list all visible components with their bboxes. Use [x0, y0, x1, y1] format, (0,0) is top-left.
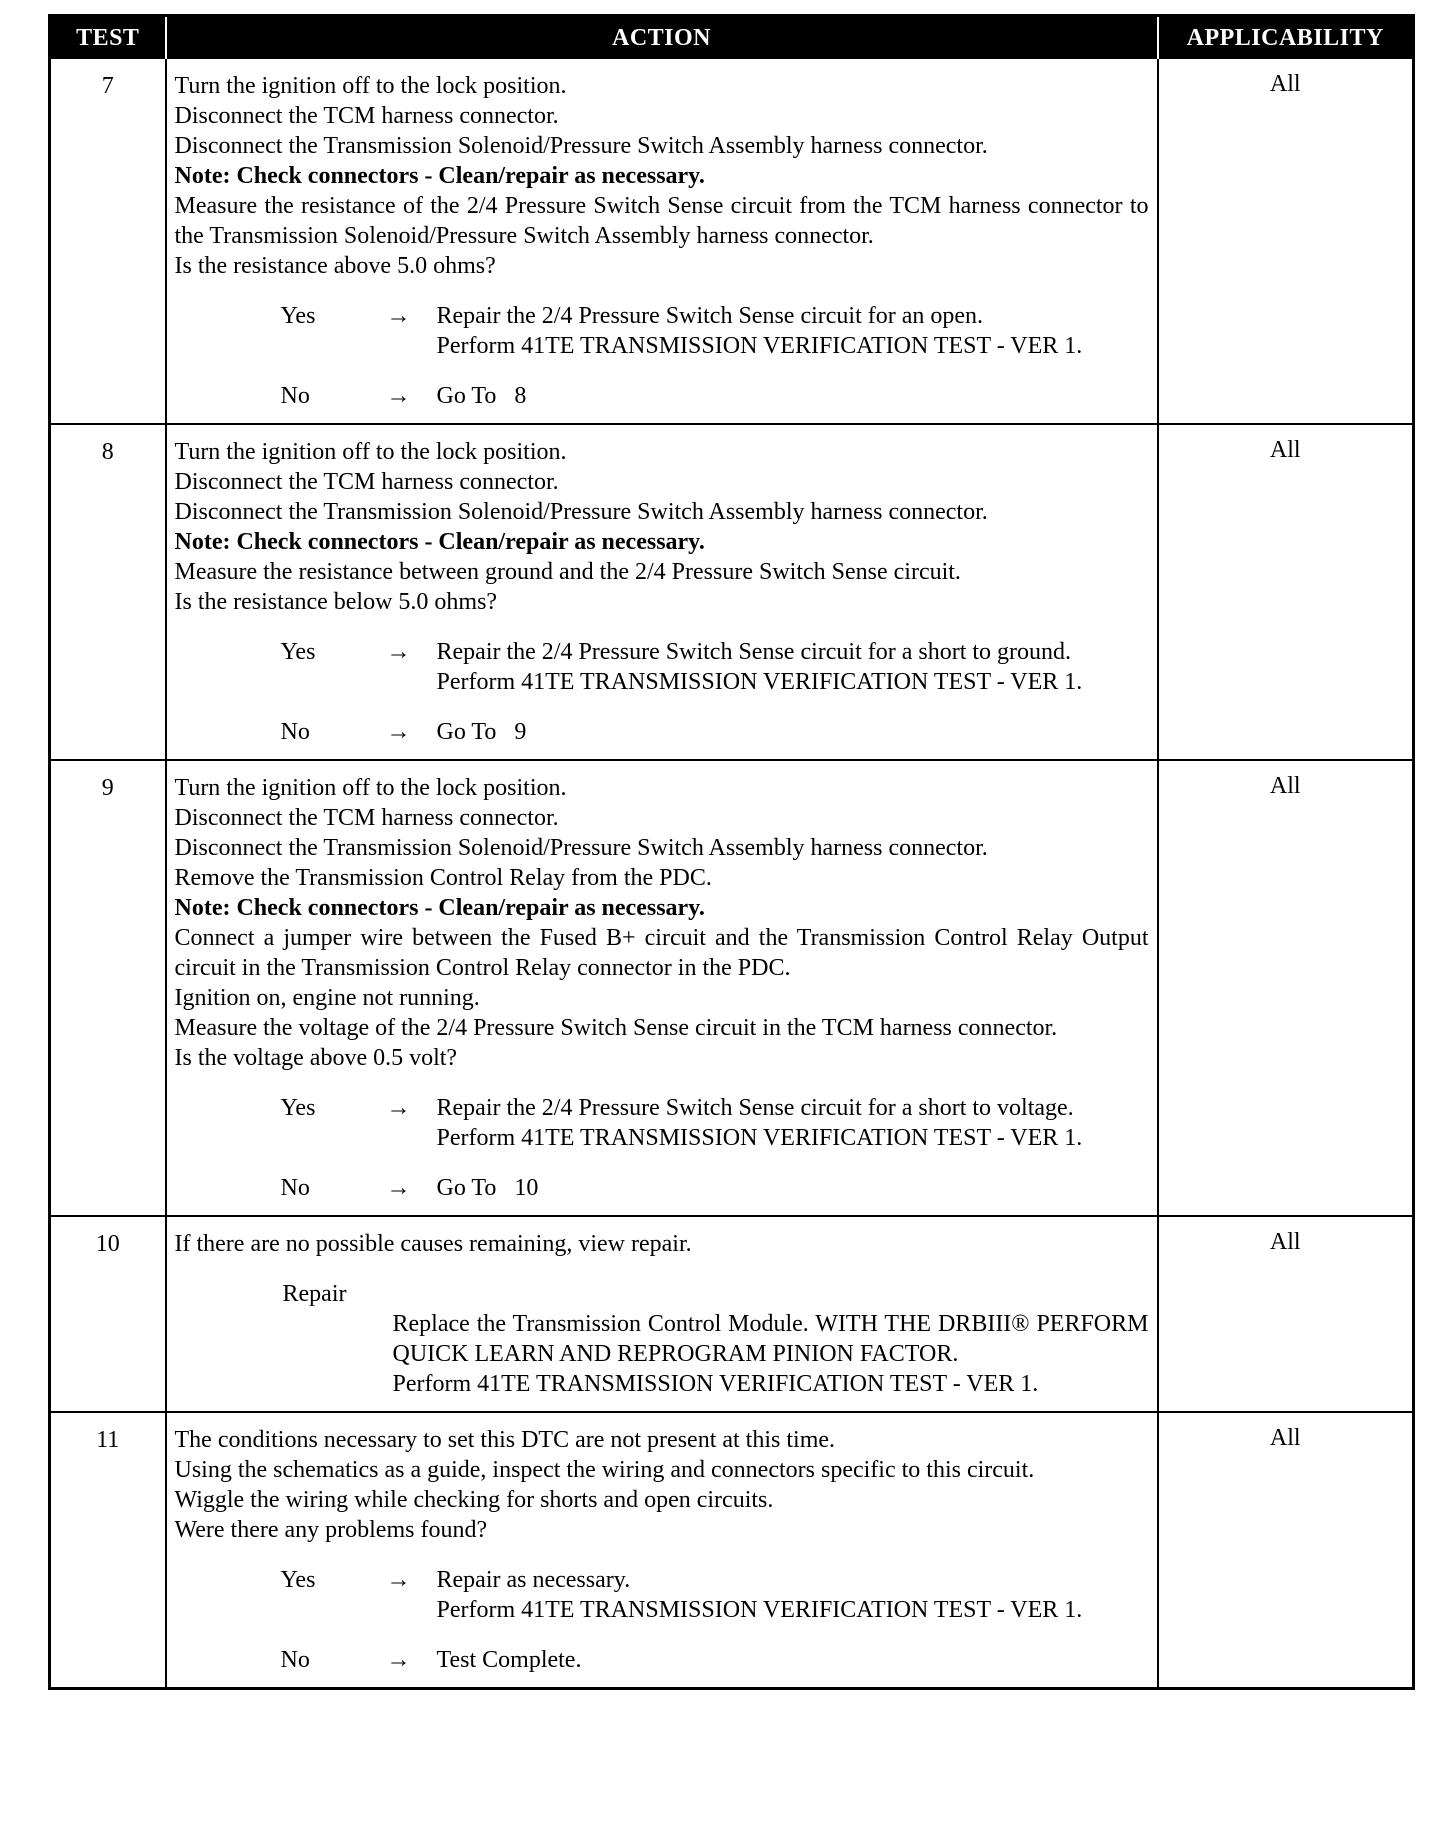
yes-response	[281, 301, 1149, 361]
test-row-7	[50, 58, 1414, 424]
repair-label: Repair	[282, 1281, 347, 1307]
header-action: ACTION	[166, 16, 1158, 59]
arrow-icon: →	[386, 1647, 411, 1673]
yes-label: Yes	[280, 303, 316, 329]
response-text: Test Complete.	[436, 1647, 582, 1673]
yes-response	[281, 1565, 1149, 1625]
response-text: Perform 41TE TRANSMISSION VERIFICATION TEST - VER 1.	[392, 1371, 1039, 1397]
test-applicability: All	[1158, 1412, 1414, 1689]
no-label: No	[280, 719, 310, 745]
response-text: Replace the Transmission Control Module. WITH THE DRBIII® PERFORM QUICK LEARN AND REPROGRAM PINION FACTOR.	[392, 1311, 1149, 1367]
test-number: 8	[50, 424, 166, 760]
response-text: Repair the 2/4 Pressure Switch Sense circuit for an open.	[436, 303, 984, 329]
response-text: Perform 41TE TRANSMISSION VERIFICATION TEST - VER 1.	[436, 669, 1083, 695]
action-step: Disconnect the TCM harness connector.	[174, 103, 559, 129]
no-response	[281, 1173, 1149, 1203]
response-text: Go To 10	[436, 1175, 539, 1201]
test-action	[166, 58, 1158, 424]
test-action	[166, 1216, 1158, 1412]
response-text: Perform 41TE TRANSMISSION VERIFICATION TEST - VER 1.	[436, 1597, 1083, 1623]
test-number: 10	[50, 1216, 166, 1412]
action-note: Note: Check connectors - Clean/repair as necessary.	[174, 163, 705, 189]
response-text: Perform 41TE TRANSMISSION VERIFICATION TEST - VER 1.	[436, 1125, 1083, 1151]
no-response	[281, 1645, 1149, 1675]
arrow-icon: →	[386, 1567, 411, 1593]
response-text: Repair the 2/4 Pressure Switch Sense circuit for a short to ground.	[436, 639, 1072, 665]
arrow-icon: →	[386, 1175, 411, 1201]
no-label: No	[280, 1175, 310, 1201]
response-text: Repair the 2/4 Pressure Switch Sense circuit for a short to voltage.	[436, 1095, 1074, 1121]
test-applicability: All	[1158, 424, 1414, 760]
response-text: Go To 9	[436, 719, 527, 745]
header-test: TEST	[50, 16, 166, 59]
yes-response	[281, 637, 1149, 697]
test-row-11	[50, 1412, 1414, 1689]
test-action	[166, 1412, 1158, 1689]
action-question: Is the resistance above 5.0 ohms?	[174, 253, 496, 279]
yes-label: Yes	[280, 639, 316, 665]
action-note: Note: Check connectors - Clean/repair as necessary.	[174, 529, 705, 555]
diagnostic-test-table	[48, 14, 1415, 1690]
action-step: Measure the voltage of the 2/4 Pressure Switch Sense circuit in the TCM harness connector.	[174, 1015, 1058, 1041]
test-action	[166, 424, 1158, 760]
arrow-icon: →	[386, 639, 411, 665]
action-step: Disconnect the TCM harness connector.	[174, 469, 559, 495]
action-step: Connect a jumper wire between the Fused B+ circuit and the Transmission Control Relay Output circuit in the Transmission Control Relay connector in the PDC.	[174, 925, 1149, 981]
action-step: Measure the resistance of the 2/4 Pressure Switch Sense circuit from the TCM harness connector to the Transmission Solenoid/Pressure Switch Assembly harness connector.	[174, 193, 1149, 249]
action-question: Is the voltage above 0.5 volt?	[174, 1045, 458, 1071]
action-step: Disconnect the Transmission Solenoid/Pressure Switch Assembly harness connector.	[174, 835, 988, 861]
action-step: If there are no possible causes remaining, view repair.	[174, 1231, 692, 1257]
no-label: No	[280, 383, 310, 409]
action-question: Were there any problems found?	[174, 1517, 488, 1543]
yes-label: Yes	[280, 1095, 316, 1121]
test-applicability: All	[1158, 760, 1414, 1216]
action-step: Ignition on, engine not running.	[174, 985, 480, 1011]
repair-response	[175, 1279, 1149, 1399]
header-applicability: APPLICABILITY	[1158, 16, 1414, 59]
test-action	[166, 760, 1158, 1216]
action-note: Note: Check connectors - Clean/repair as necessary.	[174, 895, 705, 921]
action-step: Remove the Transmission Control Relay from the PDC.	[174, 865, 712, 891]
test-applicability: All	[1158, 1216, 1414, 1412]
action-step: The conditions necessary to set this DTC are not present at this time.	[174, 1427, 836, 1453]
no-response	[281, 717, 1149, 747]
no-label: No	[280, 1647, 310, 1673]
test-row-9	[50, 760, 1414, 1216]
action-step: Wiggle the wiring while checking for shorts and open circuits.	[174, 1487, 774, 1513]
arrow-icon: →	[386, 303, 411, 329]
arrow-icon: →	[386, 383, 411, 409]
action-step: Turn the ignition off to the lock position.	[174, 439, 567, 465]
action-step: Disconnect the Transmission Solenoid/Pressure Switch Assembly harness connector.	[174, 133, 988, 159]
no-response	[281, 381, 1149, 411]
yes-label: Yes	[280, 1567, 316, 1593]
response-text: Perform 41TE TRANSMISSION VERIFICATION TEST - VER 1.	[436, 333, 1083, 359]
test-applicability: All	[1158, 58, 1414, 424]
test-row-8	[50, 424, 1414, 760]
action-step: Disconnect the Transmission Solenoid/Pressure Switch Assembly harness connector.	[174, 499, 988, 525]
action-step: Measure the resistance between ground and the 2/4 Pressure Switch Sense circuit.	[174, 559, 961, 585]
test-row-10	[50, 1216, 1414, 1412]
arrow-icon: →	[386, 719, 411, 745]
response-text: Repair as necessary.	[436, 1567, 631, 1593]
action-step: Disconnect the TCM harness connector.	[174, 805, 559, 831]
action-step: Turn the ignition off to the lock position.	[174, 73, 567, 99]
action-step: Using the schematics as a guide, inspect the wiring and connectors specific to this circuit.	[174, 1457, 1035, 1483]
table-header-row	[50, 16, 1414, 59]
action-step: Turn the ignition off to the lock position.	[174, 775, 567, 801]
test-number: 9	[50, 760, 166, 1216]
response-text: Go To 8	[436, 383, 527, 409]
yes-response	[281, 1093, 1149, 1153]
arrow-icon: →	[386, 1095, 411, 1121]
test-number: 7	[50, 58, 166, 424]
test-number: 11	[50, 1412, 166, 1689]
diagnostic-test-document	[48, 14, 1412, 1690]
action-question: Is the resistance below 5.0 ohms?	[174, 589, 498, 615]
